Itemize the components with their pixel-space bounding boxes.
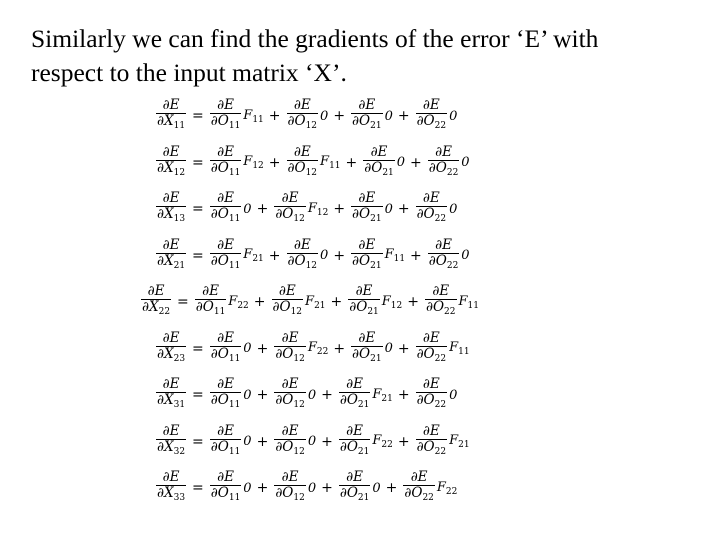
factor-subscript: 22 (445, 486, 458, 497)
fraction-denominator: $\partial O_{21}$ (348, 299, 380, 320)
subscript: 22 (158, 307, 171, 317)
term-factor: $F_{11}$ (458, 293, 479, 311)
term-fraction (416, 377, 448, 413)
term-factor: $F_{21}$ (305, 293, 326, 311)
term-fraction (403, 470, 435, 506)
subscript: 22 (422, 493, 434, 503)
subscript: 11 (228, 353, 241, 364)
equation-row (155, 468, 457, 508)
term-fraction (210, 191, 242, 227)
plus-sign: + (397, 433, 410, 450)
fraction-numerator: ∂E (281, 190, 299, 206)
equation-row (155, 422, 470, 462)
term-fraction (425, 284, 457, 320)
term-factor: 0 (384, 201, 393, 217)
equation-row (155, 96, 457, 136)
equals-sign: = (192, 247, 204, 264)
term-fraction (274, 424, 306, 460)
fraction-numerator: ∂E (293, 236, 311, 253)
fraction-denominator: $\partial O_{11}$ (210, 113, 242, 134)
lhs-fraction (156, 470, 186, 506)
fraction-numerator: ∂E (217, 376, 234, 392)
term-fraction (210, 331, 242, 367)
term-fraction (363, 145, 395, 181)
term-factor: 0 (396, 155, 406, 170)
term-fraction (348, 284, 380, 320)
fraction-numerator: ∂E (422, 376, 440, 392)
fraction-numerator: ∂E (217, 97, 234, 113)
fraction-numerator: ∂E (217, 190, 234, 206)
subscript: 31 (173, 400, 186, 410)
equals-sign: = (192, 433, 204, 450)
term-factor: 0 (307, 434, 317, 449)
subscript: 21 (370, 214, 382, 224)
subscript: 11 (228, 121, 241, 131)
subscript: 21 (370, 121, 382, 131)
fraction-numerator: ∂E (281, 422, 299, 439)
fraction-numerator: ∂E (346, 469, 364, 485)
plus-sign: + (321, 433, 333, 450)
term-fraction (428, 238, 460, 274)
subscript: 12 (305, 260, 318, 271)
subscript: 11 (228, 214, 241, 224)
factor-subscript: 21 (252, 254, 264, 264)
term-fraction (351, 191, 383, 227)
lhs-fraction (156, 238, 186, 274)
equals-sign: = (192, 340, 204, 357)
fraction-numerator: ∂E (358, 190, 376, 206)
term-fraction (210, 238, 242, 274)
equals-sign: = (192, 108, 204, 124)
subscript: 21 (357, 400, 370, 410)
plus-sign: + (333, 340, 346, 357)
plus-sign: + (256, 387, 269, 403)
fraction-numerator: ∂E (162, 329, 180, 346)
term-factor: $F_{11}$ (449, 340, 470, 357)
term-factor: 0 (461, 155, 470, 170)
subscript: 11 (228, 260, 241, 271)
subscript: 12 (293, 493, 305, 503)
factor-subscript: 11 (252, 114, 264, 125)
equation-row (155, 143, 470, 183)
fraction-denominator: $\partial O_{22}$ (416, 113, 448, 134)
subscript: 33 (173, 493, 186, 503)
subscript: 22 (446, 260, 459, 271)
fraction-denominator: $\partial O_{12}$ (274, 346, 306, 367)
term-factor: $F_{11}$ (320, 154, 341, 171)
plus-sign: + (385, 480, 398, 496)
subscript: 13 (173, 214, 186, 224)
fraction-denominator: $\partial O_{22}$ (416, 439, 448, 460)
plus-sign: + (256, 433, 269, 450)
term-factor: 0 (449, 201, 458, 217)
fraction-denominator: $\partial O_{21}$ (339, 485, 371, 506)
fraction-denominator: $\partial O_{21}$ (339, 439, 371, 460)
term-fraction (274, 331, 306, 367)
term-fraction (210, 424, 242, 460)
term-fraction (428, 145, 460, 181)
fraction-numerator: ∂E (281, 469, 299, 485)
fraction-numerator: ∂E (278, 283, 296, 299)
factor-subscript: 11 (393, 254, 406, 264)
fraction-denominator: $\partial O_{21}$ (351, 113, 383, 134)
fraction-numerator: ∂E (435, 236, 452, 253)
lhs-fraction (156, 424, 186, 460)
term-fraction (339, 377, 371, 413)
fraction-numerator: ∂E (422, 329, 440, 346)
fraction-numerator: ∂E (355, 283, 373, 299)
term-fraction (274, 191, 306, 227)
equals-sign: = (192, 201, 204, 217)
factor-subscript: 22 (316, 347, 329, 357)
subscript: 12 (293, 214, 305, 224)
term-factor: $F_{12}$ (307, 200, 329, 218)
fraction-numerator: ∂E (162, 190, 180, 206)
term-factor: $F_{12}$ (243, 154, 264, 171)
subscript: 32 (173, 446, 186, 457)
term-factor: 0 (243, 480, 252, 496)
term-factor: 0 (384, 341, 393, 356)
term-fraction (351, 331, 383, 367)
fraction-denominator: $\partial O_{12}$ (274, 206, 306, 227)
factor-subscript: 11 (467, 300, 479, 311)
equation-row (140, 282, 479, 322)
subscript: 11 (228, 493, 241, 503)
subscript: 21 (173, 260, 186, 271)
subscript: 22 (434, 353, 447, 364)
term-fraction (416, 331, 448, 367)
plus-sign: + (333, 247, 346, 264)
plus-sign: + (330, 294, 343, 310)
term-factor: $F_{22}$ (228, 293, 249, 311)
subscript: 22 (434, 121, 447, 131)
fraction-denominator: $\partial O_{11}$ (210, 206, 242, 227)
fraction-denominator: $\partial O_{22}$ (403, 485, 435, 506)
plus-sign: + (268, 108, 281, 124)
subscript: 11 (228, 446, 241, 457)
fraction-denominator: $\partial O_{21}$ (339, 392, 371, 413)
term-fraction (339, 424, 371, 460)
fraction-denominator: $\partial O_{21}$ (351, 253, 383, 274)
fraction-numerator: ∂E (217, 143, 234, 160)
fraction-denominator: $\partial O_{12}$ (287, 160, 319, 181)
term-fraction (351, 238, 383, 274)
equation-row (155, 236, 470, 276)
subscript: 12 (293, 400, 305, 410)
term-factor: 0 (372, 480, 381, 496)
factor-subscript: 21 (314, 300, 326, 311)
subscript: 12 (293, 446, 305, 457)
subscript: 22 (434, 446, 447, 457)
term-factor: $F_{12}$ (381, 293, 403, 311)
fraction-numerator: ∂E (147, 283, 165, 299)
fraction-numerator: ∂E (217, 236, 234, 253)
lhs-fraction (156, 145, 186, 181)
term-factor: $F_{11}$ (243, 107, 264, 125)
fraction-denominator: $\partial O_{22}$ (428, 160, 460, 181)
fraction-denominator: $\partial O_{22}$ (428, 253, 460, 274)
fraction-denominator: $\partial X_{22}$ (141, 299, 171, 320)
subscript: 12 (293, 353, 305, 364)
fraction-numerator: ∂E (281, 376, 299, 392)
plus-sign: + (345, 154, 358, 171)
term-fraction (416, 424, 448, 460)
subscript: 12 (305, 121, 318, 131)
factor-subscript: 12 (390, 300, 403, 311)
fraction-numerator: ∂E (293, 143, 311, 160)
term-fraction (416, 191, 448, 227)
fraction-numerator: ∂E (217, 469, 234, 485)
term-factor: $F_{21}$ (449, 433, 470, 450)
plus-sign: + (256, 340, 269, 357)
subscript: 11 (173, 121, 186, 131)
term-fraction (339, 470, 371, 506)
fraction-numerator: ∂E (162, 236, 180, 253)
subscript: 12 (290, 307, 303, 317)
term-factor: 0 (320, 248, 329, 263)
subscript: 21 (357, 493, 370, 503)
fraction-numerator: ∂E (162, 143, 180, 160)
equals-sign: = (192, 387, 204, 403)
subscript: 21 (370, 260, 382, 271)
factor-subscript: 12 (316, 207, 329, 218)
subscript: 21 (357, 446, 370, 457)
term-factor: 0 (243, 434, 252, 449)
fraction-numerator: ∂E (410, 469, 428, 485)
term-factor: $F_{11}$ (384, 247, 406, 264)
fraction-numerator: ∂E (162, 469, 180, 485)
fraction-denominator: $\partial X_{13}$ (156, 206, 186, 227)
term-factor: $F_{21}$ (372, 386, 393, 404)
fraction-denominator: $\partial O_{21}$ (351, 346, 383, 367)
term-factor: 0 (243, 387, 252, 403)
subscript: 22 (444, 307, 456, 317)
lhs-fraction (156, 98, 186, 134)
fraction-denominator: $\partial O_{11}$ (210, 439, 242, 460)
equals-sign: = (192, 154, 204, 171)
plus-sign: + (253, 294, 266, 310)
plus-sign: + (397, 340, 410, 357)
fraction-denominator: $\partial O_{12}$ (274, 439, 306, 460)
plus-sign: + (397, 387, 410, 403)
term-fraction (274, 470, 306, 506)
fraction-denominator: $\partial X_{12}$ (156, 160, 186, 181)
term-factor: 0 (384, 108, 393, 124)
factor-subscript: 21 (458, 440, 470, 450)
factor-subscript: 21 (381, 393, 393, 404)
plus-sign: + (407, 294, 419, 310)
subscript: 23 (173, 353, 186, 364)
plus-sign: + (333, 201, 346, 217)
equals-sign: = (192, 480, 204, 496)
term-fraction (210, 145, 242, 181)
fraction-numerator: ∂E (358, 236, 376, 253)
fraction-denominator: $\partial O_{11}$ (210, 346, 242, 367)
fraction-denominator: $\partial X_{33}$ (156, 485, 186, 506)
subscript: 21 (367, 307, 379, 317)
factor-subscript: 11 (329, 161, 341, 171)
term-factor: 0 (307, 480, 317, 496)
fraction-denominator: $\partial X_{11}$ (156, 113, 186, 134)
fraction-numerator: ∂E (422, 97, 440, 113)
fraction-denominator: $\partial O_{22}$ (416, 392, 448, 413)
fraction-numerator: ∂E (422, 190, 440, 206)
term-factor: $F_{22}$ (436, 479, 458, 497)
fraction-denominator: $\partial O_{11}$ (210, 253, 242, 274)
fraction-numerator: ∂E (432, 283, 450, 299)
term-fraction (210, 377, 242, 413)
subscript: 11 (228, 167, 241, 178)
factor-subscript: 22 (237, 300, 249, 311)
term-factor: 0 (243, 341, 252, 356)
fraction-denominator: $\partial O_{21}$ (363, 160, 395, 181)
subscript: 22 (446, 167, 459, 178)
term-fraction (195, 284, 227, 320)
term-fraction (287, 98, 319, 134)
fraction-numerator: ∂E (358, 329, 376, 346)
lhs-fraction (156, 191, 186, 227)
fraction-denominator: $\partial O_{12}$ (272, 299, 304, 320)
fraction-denominator: $\partial O_{12}$ (274, 485, 306, 506)
factor-subscript: 11 (458, 347, 470, 357)
fraction-denominator: $\partial X_{23}$ (156, 346, 186, 367)
fraction-denominator: $\partial O_{12}$ (287, 253, 319, 274)
fraction-numerator: ∂E (217, 329, 234, 346)
factor-subscript: 22 (381, 440, 393, 450)
subscript: 21 (382, 167, 394, 178)
fraction-numerator: ∂E (435, 143, 452, 160)
fraction-denominator: $\partial O_{11}$ (210, 485, 242, 506)
term-factor: $F_{22}$ (307, 340, 329, 357)
fraction-denominator: $\partial O_{12}$ (274, 392, 306, 413)
lhs-fraction (156, 331, 186, 367)
term-fraction (416, 98, 448, 134)
plus-sign: + (321, 387, 333, 403)
fraction-denominator: $\partial X_{32}$ (156, 439, 186, 460)
intro-text: Similarly we can find the gradients of the error ‘E’ with respect to the input matrix ‘X’. (31, 24, 599, 87)
term-factor: $F_{22}$ (372, 433, 393, 450)
term-fraction (210, 98, 242, 134)
fraction-numerator: ∂E (162, 422, 180, 439)
fraction-numerator: ∂E (281, 329, 299, 346)
fraction-denominator: $\partial O_{22}$ (416, 346, 448, 367)
term-fraction (274, 377, 306, 413)
plus-sign: + (397, 108, 410, 124)
term-fraction (272, 284, 304, 320)
fraction-denominator: $\partial O_{11}$ (210, 392, 242, 413)
fraction-denominator: $\partial O_{21}$ (351, 206, 383, 227)
fraction-denominator: $\partial X_{31}$ (156, 392, 186, 413)
term-factor: 0 (320, 108, 329, 124)
fraction-numerator: ∂E (293, 97, 311, 113)
plus-sign: + (256, 480, 269, 496)
equation-row (155, 375, 457, 415)
plus-sign: + (268, 154, 281, 171)
plus-sign: + (397, 201, 410, 217)
fraction-numerator: ∂E (422, 422, 440, 439)
fraction-denominator: $\partial X_{21}$ (156, 253, 186, 274)
subscript: 12 (173, 167, 186, 178)
fraction-numerator: ∂E (202, 283, 219, 299)
subscript: 22 (434, 400, 447, 410)
fraction-numerator: ∂E (370, 143, 388, 160)
term-fraction (287, 238, 319, 274)
fraction-denominator: $\partial O_{22}$ (416, 206, 448, 227)
term-factor: $F_{21}$ (243, 247, 264, 264)
term-factor: 0 (449, 108, 458, 124)
fraction-numerator: ∂E (358, 97, 376, 113)
fraction-numerator: ∂E (346, 422, 364, 439)
fraction-numerator: ∂E (346, 376, 364, 392)
plus-sign: + (410, 154, 422, 171)
fraction-denominator: $\partial O_{22}$ (425, 299, 457, 320)
plus-sign: + (333, 108, 346, 124)
term-factor: 0 (307, 387, 317, 403)
factor-subscript: 12 (252, 161, 264, 171)
equals-sign: = (177, 294, 189, 310)
fraction-numerator: ∂E (217, 422, 234, 439)
subscript: 22 (434, 214, 447, 224)
subscript: 11 (213, 307, 226, 317)
term-factor: 0 (243, 201, 252, 217)
fraction-denominator: $\partial O_{11}$ (210, 160, 242, 181)
term-fraction (351, 98, 383, 134)
fraction-numerator: ∂E (162, 97, 180, 113)
plus-sign: + (410, 247, 422, 264)
term-fraction (287, 145, 319, 181)
subscript: 11 (228, 400, 241, 410)
equation-row (155, 329, 470, 369)
equation-row (155, 189, 457, 229)
fraction-numerator: ∂E (162, 376, 180, 392)
lhs-fraction (141, 284, 171, 320)
subscript: 21 (370, 353, 382, 364)
plus-sign: + (268, 247, 281, 264)
lhs-fraction (156, 377, 186, 413)
fraction-denominator: $\partial O_{11}$ (195, 299, 227, 320)
plus-sign: + (321, 480, 333, 496)
term-factor: 0 (449, 387, 458, 403)
term-fraction (210, 470, 242, 506)
plus-sign: + (256, 201, 269, 217)
term-factor: 0 (461, 248, 470, 263)
fraction-denominator: $\partial O_{12}$ (287, 113, 319, 134)
subscript: 12 (305, 167, 318, 178)
